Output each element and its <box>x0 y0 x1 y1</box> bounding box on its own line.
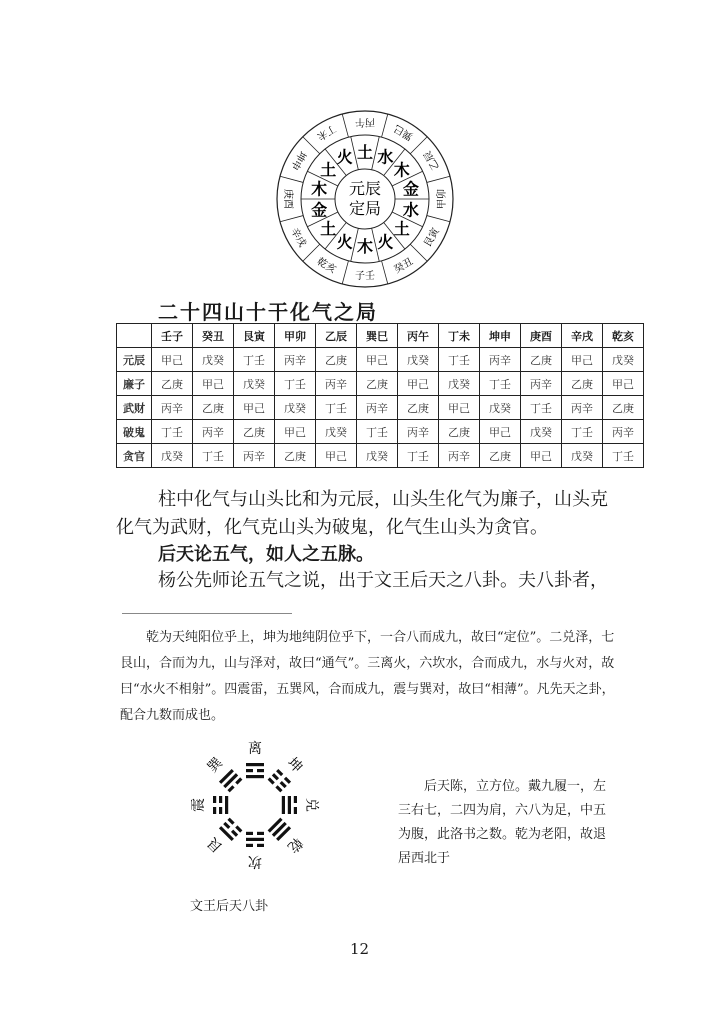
table-cell: 乙庚 <box>480 444 521 468</box>
table-cell: 戊癸 <box>193 348 234 372</box>
diagram-mountain-label: 乙辰 <box>422 148 442 172</box>
section-title: 二十四山十干化气之局 <box>158 300 378 324</box>
paragraph-yuanchen-text: 柱中化气与山头比和为元辰，山头生化气为廉子，山头克化气为武财，化气克山头为破鬼，化气生山头为贪官。 <box>116 489 608 538</box>
houtian-bagua-diagram <box>165 710 365 890</box>
table-row <box>117 396 644 420</box>
table-cell: 戊癸 <box>480 396 521 420</box>
table-cell: 丁壬 <box>316 396 357 420</box>
table-cell: 丙辛 <box>439 444 480 468</box>
diagram-mountain-label: 甲卯 <box>437 189 448 209</box>
diagram-center-line-1: 元辰 <box>348 179 382 198</box>
trigram-name: 巽 <box>204 754 227 777</box>
table-col-header: 丁未 <box>439 324 480 348</box>
table-cell: 丁壬 <box>357 420 398 444</box>
diagram-mountain-label: 坤申 <box>288 148 308 172</box>
table-row <box>117 348 644 372</box>
table-cell: 甲己 <box>603 372 644 396</box>
table-cell: 丙辛 <box>193 420 234 444</box>
diagram-mountain-label: 乾亥 <box>314 256 338 276</box>
trigram <box>246 741 264 778</box>
table-cell: 戊癸 <box>439 372 480 396</box>
table-cell: 甲己 <box>193 372 234 396</box>
diagram-mountain-label: 丙午 <box>355 116 375 127</box>
table-cell: 乙庚 <box>357 372 398 396</box>
table-cell: 丙辛 <box>398 420 439 444</box>
table-col-header: 壬子 <box>152 324 193 348</box>
diagram-element-char: 金 <box>402 179 419 199</box>
table-cell: 甲己 <box>357 348 398 372</box>
table-cell: 甲己 <box>562 348 603 372</box>
table-corner <box>117 324 152 348</box>
trigram <box>191 796 228 814</box>
trigram-name: 兑 <box>303 798 319 812</box>
table-col-header: 巽巳 <box>357 324 398 348</box>
diagram-element-char: 木 <box>393 160 410 180</box>
table-col-header: 甲卯 <box>275 324 316 348</box>
diagram-element-char: 土 <box>393 219 410 239</box>
table-cell: 乙庚 <box>193 396 234 420</box>
table-cell: 丙辛 <box>357 396 398 420</box>
diagram-element-char: 土 <box>320 160 337 180</box>
trigram-name: 震 <box>191 798 207 812</box>
diagram-element-char: 土 <box>356 143 374 162</box>
table-cell: 丁壬 <box>152 420 193 444</box>
table-col-header: 辛戌 <box>562 324 603 348</box>
diagram-element-char: 火 <box>377 232 394 252</box>
table-cell: 丁壬 <box>603 444 644 468</box>
trigram <box>268 753 308 793</box>
table-cell: 戊癸 <box>152 444 193 468</box>
table-cell: 丙辛 <box>316 372 357 396</box>
table-col-header: 丙午 <box>398 324 439 348</box>
diagram-mountain-label: 巽巳 <box>392 122 416 142</box>
trigram <box>246 832 264 869</box>
table-cell: 甲己 <box>398 372 439 396</box>
table-cell: 甲己 <box>152 348 193 372</box>
table-row-label: 贪官 <box>117 444 152 468</box>
table-cell: 甲己 <box>316 444 357 468</box>
table-cell: 丙辛 <box>521 372 562 396</box>
table-cell: 乙庚 <box>562 372 603 396</box>
paragraph-yuanchen <box>116 486 616 542</box>
diagram-mountain-label: 庚酉 <box>282 189 293 209</box>
table-col-header: 乙辰 <box>316 324 357 348</box>
diagram-mountain-label: 癸丑 <box>392 256 416 276</box>
table-row-label: 元辰 <box>117 348 152 372</box>
diagram-element-char: 木 <box>311 179 328 199</box>
table-cell: 乙庚 <box>603 396 644 420</box>
diagram-mountain-label: 丁未 <box>314 122 338 142</box>
footnote-text: 乾为天纯阳位乎上，坤为地纯阴位乎下，一合八而成九，故曰“定位”。二兑泽，七艮山，合而为九，山与泽对，故曰“通气”。三离火，六坎水，合而成九，水与火对，故曰“水火不相射”。四震雷，五巽风，合而成九，震与巽对，故曰“相薄”。凡先天之卦，配合九数而成也。 <box>120 630 615 723</box>
footnote-rule <box>122 613 292 614</box>
trigram-name: 坤 <box>283 754 306 777</box>
table-cell: 乙庚 <box>152 372 193 396</box>
table-cell: 丁壬 <box>398 444 439 468</box>
table-cell: 戊癸 <box>562 444 603 468</box>
table-col-header: 庚酉 <box>521 324 562 348</box>
table-cell: 丙辛 <box>234 444 275 468</box>
table-cell: 丁壬 <box>439 348 480 372</box>
table-row-label: 破鬼 <box>117 420 152 444</box>
table-cell: 乙庚 <box>439 420 480 444</box>
diagram-center-line-2: 定局 <box>348 199 382 218</box>
table-row-label: 武财 <box>117 396 152 420</box>
trigram-name: 离 <box>248 741 262 757</box>
trigram <box>203 818 242 857</box>
table-col-header: 乾亥 <box>603 324 644 348</box>
table-col-header: 癸丑 <box>193 324 234 348</box>
table-row-label: 廉子 <box>117 372 152 396</box>
table-cell: 乙庚 <box>316 348 357 372</box>
trigram-name: 乾 <box>283 833 306 856</box>
side-note-text: 后天陈，立方位。戴九履一，左三右七，二四为肩，六八为足，中五为腹，此洛书之数。乾为老阳，故退居西北于 <box>398 779 607 866</box>
page-number: 12 <box>350 940 370 958</box>
diagram-mountain-label: 子壬 <box>355 271 375 282</box>
heading-five-qi: 后天论五气，如人之五脉。 <box>158 544 374 565</box>
table-cell: 丁壬 <box>562 420 603 444</box>
trigram-name: 坎 <box>248 853 262 869</box>
table-col-header: 坤申 <box>480 324 521 348</box>
table-cell: 戊癸 <box>234 372 275 396</box>
table-cell: 丙辛 <box>603 420 644 444</box>
trigram <box>203 753 242 792</box>
diagram-mountain-label: 辛戌 <box>288 226 308 250</box>
table-cell: 戊癸 <box>398 348 439 372</box>
table-cell: 丁壬 <box>234 348 275 372</box>
table-cell: 丁壬 <box>521 396 562 420</box>
diagram-element-char: 金 <box>311 200 328 220</box>
table-cell: 甲己 <box>439 396 480 420</box>
diagram-element-char: 水 <box>402 200 419 220</box>
table-cell: 丁壬 <box>275 372 316 396</box>
table-cell: 甲己 <box>275 420 316 444</box>
table-cell: 甲己 <box>234 396 275 420</box>
table-cell: 戊癸 <box>357 444 398 468</box>
table-cell: 甲己 <box>521 444 562 468</box>
table-cell: 戊癸 <box>316 420 357 444</box>
table-cell: 乙庚 <box>275 444 316 468</box>
trigram <box>268 818 308 858</box>
table-col-header: 艮寅 <box>234 324 275 348</box>
table-cell: 乙庚 <box>234 420 275 444</box>
yuanchen-ring-diagram <box>270 106 460 292</box>
table-cell: 乙庚 <box>521 348 562 372</box>
table-row <box>117 444 644 468</box>
table-cell: 乙庚 <box>398 396 439 420</box>
diagram-mountain-label: 艮寅 <box>422 226 442 250</box>
table-cell: 丙辛 <box>275 348 316 372</box>
table-cell: 丙辛 <box>562 396 603 420</box>
diagram-element-char: 火 <box>336 147 353 167</box>
bagua-caption: 文王后天八卦 <box>190 899 269 914</box>
table-cell: 戊癸 <box>521 420 562 444</box>
table-cell: 戊癸 <box>275 396 316 420</box>
transformation-table <box>116 323 644 468</box>
table-cell: 丙辛 <box>152 396 193 420</box>
table-cell: 丁壬 <box>193 444 234 468</box>
trigram-name: 艮 <box>204 833 227 856</box>
table-cell: 戊癸 <box>603 348 644 372</box>
table-cell: 丁壬 <box>480 372 521 396</box>
diagram-element-char: 土 <box>320 219 337 239</box>
diagram-element-char: 木 <box>356 237 374 256</box>
diagram-element-char: 火 <box>336 232 353 252</box>
table-cell: 丙辛 <box>480 348 521 372</box>
diagram-element-char: 水 <box>377 147 394 167</box>
side-note <box>398 775 618 871</box>
table-cell: 甲己 <box>480 420 521 444</box>
table-row <box>117 372 644 396</box>
paragraph-yanggong: 杨公先师论五气之说，出于文王后天之八卦。夫八卦者， <box>158 570 608 591</box>
table-row <box>117 420 644 444</box>
trigram <box>282 796 320 814</box>
